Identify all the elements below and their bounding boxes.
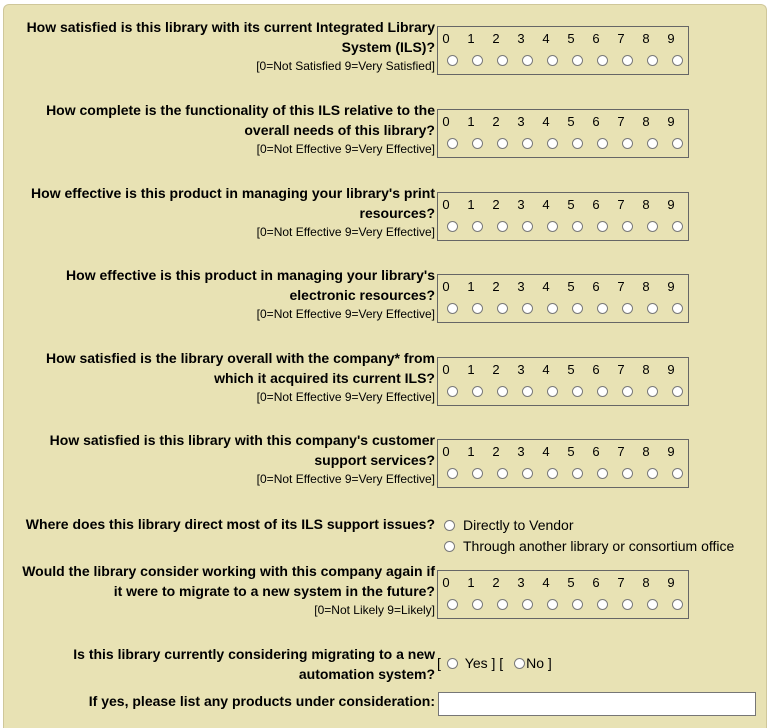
rating-radio-0[interactable] [447,303,458,314]
q3-question-line1: How effective is this product in managing your library's print [31,185,435,201]
scale-number: 3 [517,575,525,590]
rating-radio-7[interactable] [622,386,633,397]
radio-yes[interactable] [447,658,458,669]
q5-question-line2: which it acquired its current ILS? [214,369,435,386]
rating-radio-2[interactable] [497,303,508,314]
scale-number: 1 [467,31,475,46]
rating-radio-3[interactable] [522,221,533,232]
migrate-question [5,645,435,684]
scale-number: 0 [442,444,450,459]
scale-number: 5 [567,575,575,590]
rating-radio-7[interactable] [622,599,633,610]
rating-radio-4[interactable] [547,468,558,479]
scale-number: 9 [667,444,675,459]
scale-number: 1 [467,279,475,294]
rating-radio-2[interactable] [497,138,508,149]
migrate-question-line2: automation system? [298,665,435,682]
products-input[interactable] [438,692,756,716]
scale-number: 0 [442,197,450,212]
bracket-mid: ] [ [491,655,504,671]
q6-scale-legend: [0=Not Effective 9=Very Effective] [256,472,435,486]
q4-question [5,266,435,325]
rating-radio-6[interactable] [597,599,608,610]
scale-number: 2 [492,31,500,46]
rating-radio-2[interactable] [497,599,508,610]
scale-number: 1 [467,575,475,590]
rating-radio-0[interactable] [447,138,458,149]
rating-radio-4[interactable] [547,386,558,397]
q2-question-line2: overall needs of this library? [244,121,435,138]
rating-radio-1[interactable] [472,303,483,314]
scale-number: 5 [567,31,575,46]
scale-number: 5 [567,114,575,129]
q6-question [5,431,435,490]
scale-number: 7 [617,444,625,459]
scale-number: 7 [617,114,625,129]
scale-number: 3 [517,31,525,46]
scale-number: 9 [667,575,675,590]
scale-number: 3 [517,197,525,212]
scale-number: 8 [642,362,650,377]
rating-radio-9[interactable] [672,55,683,66]
rating-radio-3[interactable] [522,303,533,314]
support-option-vendor-label: Directly to Vendor [463,517,574,533]
rating-radio-0[interactable] [447,55,458,66]
q2-question [5,101,435,160]
scale-number: 7 [617,197,625,212]
again-question-line2: it were to migrate to a new system in the future? [113,582,435,599]
rating-radio-6[interactable] [597,303,608,314]
rating-radio-3[interactable] [522,386,533,397]
rating-radio-4[interactable] [547,303,558,314]
scale-number: 5 [567,197,575,212]
rating-radio-8[interactable] [647,386,658,397]
rating-radio-9[interactable] [672,599,683,610]
scale-number: 7 [617,362,625,377]
rating-radio-5[interactable] [572,221,583,232]
again-question [5,562,435,621]
scale-number: 1 [467,362,475,377]
scale-number: 7 [617,31,625,46]
scale-number: 4 [542,575,550,590]
rating-radio-3[interactable] [522,468,533,479]
rating-radio-4[interactable] [547,221,558,232]
rating-radio-5[interactable] [572,599,583,610]
rating-radio-0[interactable] [447,221,458,232]
support-option-consortium-label: Through another library or consortium office [463,538,735,554]
scale-number: 9 [667,279,675,294]
scale-number: 5 [567,444,575,459]
scale-number: 0 [442,114,450,129]
rating-radio-9[interactable] [672,386,683,397]
support-option-vendor[interactable] [444,517,574,533]
q1-question-line1: How satisfied is this library with its current Integrated Library [26,19,435,35]
scale-number: 9 [667,197,675,212]
scale-number: 1 [467,444,475,459]
scale-number: 6 [592,362,600,377]
rating-radio-5[interactable] [572,138,583,149]
scale-number: 4 [542,31,550,46]
scale-number: 4 [542,444,550,459]
scale-number: 0 [442,575,450,590]
rating-radio-3[interactable] [522,55,533,66]
rating-radio-2[interactable] [497,221,508,232]
scale-number: 2 [492,362,500,377]
scale-number: 2 [492,279,500,294]
q6-question-line2: support services? [314,451,435,468]
rating-radio-8[interactable] [647,303,658,314]
rating-radio-1[interactable] [472,138,483,149]
scale-number: 3 [517,279,525,294]
bracket-open: [ [437,655,441,671]
q3-question-line2: resources? [359,204,435,221]
scale-number: 8 [642,575,650,590]
rating-radio-0[interactable] [447,386,458,397]
scale-number: 4 [542,197,550,212]
scale-number: 4 [542,362,550,377]
scale-number: 1 [467,197,475,212]
migrate-question-line1: Is this library currently considering migrating to a new [73,646,435,662]
scale-number: 1 [467,114,475,129]
rating-radio-7[interactable] [622,468,633,479]
q3-rating-scale [437,192,689,241]
scale-number: 4 [542,114,550,129]
q1-rating-scale [437,26,689,75]
products-question: If yes, please list any products under consideration: [88,693,435,709]
again-scale-legend: [0=Not Likely 9=Likely] [314,603,435,617]
rating-radio-1[interactable] [472,468,483,479]
rating-radio-9[interactable] [672,468,683,479]
q5-scale-legend: [0=Not Effective 9=Very Effective] [256,390,435,404]
scale-number: 9 [667,31,675,46]
rating-radio-8[interactable] [647,599,658,610]
scale-number: 6 [592,197,600,212]
rating-radio-1[interactable] [472,55,483,66]
scale-number: 6 [592,444,600,459]
scale-number: 5 [567,279,575,294]
q2-scale-legend: [0=Not Effective 9=Very Effective] [256,142,435,156]
rating-radio-2[interactable] [497,468,508,479]
rating-radio-8[interactable] [647,55,658,66]
scale-number: 0 [442,31,450,46]
scale-number: 3 [517,114,525,129]
radio-vendor[interactable] [444,520,455,531]
q6-question-line1: How satisfied is this library with this company's customer [49,432,435,448]
scale-number: 8 [642,114,650,129]
option-no-label: No [526,655,544,671]
scale-number: 7 [617,279,625,294]
rating-radio-5[interactable] [572,386,583,397]
rating-radio-1[interactable] [472,599,483,610]
scale-number: 0 [442,279,450,294]
scale-number: 6 [592,575,600,590]
q2-rating-scale [437,109,689,158]
scale-number: 8 [642,197,650,212]
q4-question-line1: How effective is this product in managing your library's [66,267,435,283]
again-question-line1: Would the library consider working with this company again if [22,563,435,579]
q1-question-line2: System (ILS)? [341,38,435,55]
rating-radio-4[interactable] [547,55,558,66]
rating-radio-3[interactable] [522,599,533,610]
scale-number: 9 [667,114,675,129]
rating-radio-9[interactable] [672,303,683,314]
scale-number: 5 [567,362,575,377]
rating-radio-9[interactable] [672,221,683,232]
q1-question [5,18,435,77]
rating-radio-4[interactable] [547,599,558,610]
rating-radio-4[interactable] [547,138,558,149]
rating-radio-1[interactable] [472,386,483,397]
radio-consortium[interactable] [444,541,455,552]
q5-question-line1: How satisfied is the library overall with the company* from [46,350,435,366]
rating-radio-8[interactable] [647,138,658,149]
scale-number: 7 [617,575,625,590]
q3-scale-legend: [0=Not Effective 9=Very Effective] [256,225,435,239]
rating-radio-0[interactable] [447,599,458,610]
rating-radio-6[interactable] [597,55,608,66]
scale-number: 2 [492,114,500,129]
rating-radio-7[interactable] [622,303,633,314]
q5-question [5,349,435,408]
rating-radio-6[interactable] [597,386,608,397]
scale-number: 2 [492,575,500,590]
rating-radio-8[interactable] [647,221,658,232]
scale-number: 8 [642,444,650,459]
rating-radio-7[interactable] [622,221,633,232]
again-rating-scale [437,570,689,619]
radio-no[interactable] [514,658,525,669]
rating-radio-2[interactable] [497,55,508,66]
scale-number: 3 [517,444,525,459]
option-yes-label: Yes [464,655,488,671]
q4-scale-legend: [0=Not Effective 9=Very Effective] [256,307,435,321]
rating-radio-6[interactable] [597,221,608,232]
rating-radio-0[interactable] [447,468,458,479]
q1-scale-legend: [0=Not Satisfied 9=Very Satisfied] [256,59,435,73]
scale-number: 8 [642,31,650,46]
rating-radio-3[interactable] [522,138,533,149]
scale-number: 2 [492,444,500,459]
support-option-consortium[interactable] [444,538,734,554]
scale-number: 4 [542,279,550,294]
rating-radio-1[interactable] [472,221,483,232]
scale-number: 2 [492,197,500,212]
q6-rating-scale [437,439,689,488]
scale-number: 9 [667,362,675,377]
rating-radio-5[interactable] [572,303,583,314]
rating-radio-7[interactable] [622,55,633,66]
q3-question [5,184,435,243]
scale-number: 0 [442,362,450,377]
bracket-close: ] [547,655,552,671]
rating-radio-5[interactable] [572,468,583,479]
support-question: Where does this library direct most of its ILS support issues? [25,516,435,532]
rating-radio-6[interactable] [597,138,608,149]
scale-number: 8 [642,279,650,294]
q5-rating-scale [437,357,689,406]
q4-question-line2: electronic resources? [289,286,435,303]
rating-radio-5[interactable] [572,55,583,66]
q4-rating-scale [437,274,689,323]
scale-number: 6 [592,114,600,129]
rating-radio-6[interactable] [597,468,608,479]
rating-radio-7[interactable] [622,138,633,149]
rating-radio-8[interactable] [647,468,658,479]
scale-number: 6 [592,279,600,294]
rating-radio-2[interactable] [497,386,508,397]
scale-number: 6 [592,31,600,46]
migrate-options [437,655,552,671]
rating-radio-9[interactable] [672,138,683,149]
q2-question-line1: How complete is the functionality of this ILS relative to the [46,102,435,118]
scale-number: 3 [517,362,525,377]
